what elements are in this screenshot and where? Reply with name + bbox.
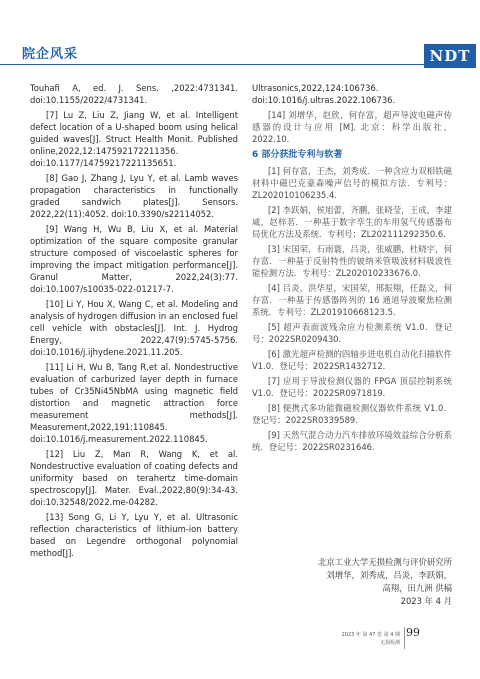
patent-item: [1] 何存富，王杰，刘秀成．一种含应力双相铁磁材料中磁巴克豪森噪声信号的模拟方法．专利号：ZL202010106235.4. bbox=[252, 166, 452, 200]
reference-item: [14] 刘增华，赵欣，何存富，超声导波电磁声传感器的设计与应用 [M]. 北京：科学出版社，2022.10. bbox=[252, 110, 452, 144]
reference-item: [7] Lu Z, Liu Z, Jiang W, et al. Intelligent defect location of a U-shaped boom using helical guided waves[J]. Struct Health Monit. Published online,2022,12:147592172211356. doi:10.1177/14759217221135651. bbox=[30, 110, 238, 168]
page-number: 99 bbox=[406, 626, 420, 639]
reference-item: [13] Song G, Li Y, Lyu Y, et al. Ultrasonic reflection characteristics of lithium-ion battery based on Legendre orthogonal polynomial method[J]. bbox=[30, 512, 238, 558]
section-header-title: 院企风采 bbox=[22, 47, 79, 62]
patent-item: [4] 吕炎，洪华星，宋国荣，邢振翔，任磊文，何存富．一种基于传感器阵列的 16 通道导波聚焦检测系统．专利号：ZL201910668123.5. bbox=[252, 283, 452, 317]
section-title: 6 部分获批专利与软著 bbox=[252, 150, 343, 160]
footer-journal: 无损检测 bbox=[379, 640, 400, 646]
reference-item: [12] Liu Z, Man R, Wang K, et al. Nondestructive evaluation of coating defects and uniformity based on terahertz time-domain spectroscopy[J]. Mater. Eval.,2022,80(9):34-43. doi:10.32548/2022.me-04282. bbox=[30, 449, 238, 507]
software-item: [7] 应用于导波检测仪器的 FPGA 顶层控制系统 V1.0．登记号：2022SR0971819. bbox=[252, 376, 452, 398]
software-item: [5] 超声表面波残余应力检测系统 V1.0．登记号：2022SR0209430. bbox=[252, 322, 452, 344]
signature-date: 2023 年 4 月 bbox=[400, 596, 452, 606]
reference-continued: Touhafi A, ed. J. Sens. ,2022:4731341. doi:10.1155/2022/4731341. bbox=[30, 83, 238, 105]
footer-divider bbox=[404, 627, 405, 649]
footer-issue: 2023 年 第 47 卷 第 4 期 bbox=[341, 632, 400, 638]
right-column bbox=[252, 82, 452, 456]
header-divider bbox=[0, 64, 424, 65]
reference-item: [9] Wang H, Wu B, Liu X, et al. Material optimization of the square composite granular structure composed of viscoelastic spheres for improving the impact mitigation performance[J]. Granul Matter, 2022,24(3):77. doi:10.1007/s10035-022-01217-7. bbox=[30, 224, 238, 294]
reference-continued: Ultrasonics,2022,124:106736. doi:10.1016/j.ultras.2022.106736. bbox=[252, 83, 396, 105]
left-column bbox=[30, 82, 238, 562]
signature-authors: 刘增华，刘秀成，吕炎，李跃娟， bbox=[326, 570, 452, 580]
patent-item: [3] 宋国荣，石雨寰，吕炎，张威鹏，杜晓宇，何存富．一种基于反射特性的铍纳米管吸波材料吸波性能检测方法．专利号：ZL202010233676.0. bbox=[252, 244, 452, 278]
software-item: [8] 便携式多功能微磁检测仪器软件系统 V1.0．登记号：2022SR0339589. bbox=[252, 403, 452, 425]
software-item: [6] 激光超声检测的四轴步进电机自动化扫描软件 V1.0．登记号：2022SR1432712. bbox=[252, 349, 452, 371]
signature-org: 北京工业大学无损检测与评价研究所 bbox=[318, 557, 452, 567]
footer-info bbox=[340, 631, 400, 647]
reference-item: [10] Li Y, Hou X, Wang C, et al. Modeling and analysis of hydrogen diffusion in an enclosed fuel cell vehicle with obstacles[J]. Int. J. Hydrog Energy, 2022,47(9):5745-5756. doi:10.1016/j.ijhydene.2021.11.205. bbox=[30, 299, 238, 357]
reference-item: [8] Gao J, Zhang J, Lyu Y, et al. Lamb waves propagation characteristics in functionally graded sandwich plates[J]. Sensors. 2022,22(11):4052. doi:10.3390/s22114052. bbox=[30, 173, 238, 219]
reference-item: [11] Li H, Wu B, Tang R,et al. Nondestructive evaluation of carburized layer depth in furnace tubes of Cr35Ni45NbMA using magnetic field distortion and magnetic attraction force measurement methods[J]. Measurement,2022,191:110845. doi:10.1016/j.measurement.2022.110845. bbox=[30, 362, 238, 444]
signature-authors: 高翔，田九洲 供稿 bbox=[382, 583, 452, 593]
journal-logo: NDT bbox=[424, 44, 476, 68]
software-item: [9] 天然气混合动力汽车排放环境效益综合分析系统．登记号：2022SR0231646. bbox=[252, 430, 452, 452]
patent-item: [2] 李跃娟，侯旭蕾，齐鹏，张晓莹，王成，李建威，赵梓茗．一种基于数字孪生的车用氢气传感器布局优化方法及系统．专利号：ZL202111292350.6. bbox=[252, 205, 452, 239]
signature-block bbox=[252, 556, 452, 608]
